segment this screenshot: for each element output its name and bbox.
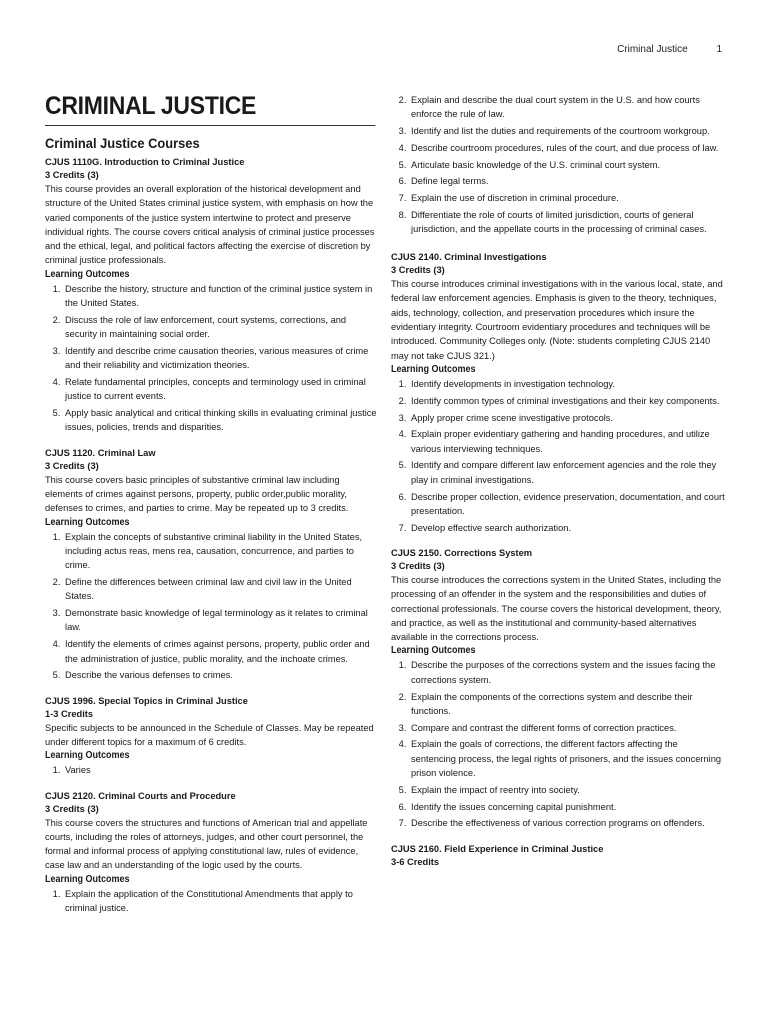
course-heading: CJUS 1110G. Introduction to Criminal Justice — [45, 157, 245, 167]
list-item: 5. Describe the various defenses to crimes. — [63, 668, 377, 682]
list-item: 3. Apply proper crime scene investigative protocols. — [409, 411, 725, 425]
list-item: 4. Describe courtroom procedures, rules of the court, and due process of law. — [409, 141, 725, 155]
learning-outcomes-heading: Learning Outcomes — [45, 516, 130, 528]
list-item: 1. Identify developments in investigation technology. — [409, 377, 725, 391]
list-item: 2. Define the differences between criminal law and civil law in the United States. — [63, 575, 377, 604]
running-title: Criminal Justice — [617, 44, 688, 55]
learning-outcomes-heading: Learning Outcomes — [45, 873, 130, 885]
learning-outcomes-heading: Learning Outcomes — [391, 645, 476, 657]
learning-outcomes-list — [45, 530, 377, 683]
course-description: This course introduces the corrections system in the United States, including the processing of an offender in the system and the responsibilities and duties of correctional professionals. The course covers the historical development, theory, and practice, as well as the institutional and community-based alternatives available in the corrections process. — [391, 574, 722, 643]
course-credits: 1-3 Credits — [45, 708, 94, 719]
course-credits: 3 Credits (3) — [391, 265, 445, 276]
course-cjus-2120 — [45, 789, 377, 916]
course-heading: CJUS 1120. Criminal Law — [45, 447, 156, 458]
list-item: 3. Compare and contrast the different forms of correction practices. — [409, 721, 725, 735]
course-cjus-1110g — [45, 155, 377, 435]
learning-outcomes-heading: Learning Outcomes — [391, 363, 476, 375]
list-item: 4. Relate fundamental principles, concepts and terminology used in criminal justice to current events. — [63, 375, 377, 404]
list-item: 4. Explain the goals of corrections, the different factors affecting the sentencing process, the legal rights of prisoners, and the issues concerning prison violence. — [409, 737, 725, 780]
list-item: 5. Explain the impact of reentry into society. — [409, 783, 725, 797]
course-cjus-2140 — [391, 250, 725, 535]
course-credits: 3 Credits (3) — [391, 560, 445, 571]
page-title: CRIMINAL JUSTICE — [45, 92, 375, 126]
course-heading: CJUS 2140. Criminal Investigations — [391, 252, 547, 263]
list-item: 2. Identify common types of criminal investigations and their key components. — [409, 394, 725, 408]
course-description: Specific subjects to be announced in the Schedule of Classes. May be repeated under different topics for a maximum of 6 credits. — [45, 722, 374, 747]
list-item: 1. Describe the history, structure and function of the criminal justice system in the United States. — [63, 282, 377, 311]
list-item: 2. Explain the components of the corrections system and describe their functions. — [409, 690, 725, 719]
course-credits: 3-6 Credits — [391, 856, 440, 867]
list-item: 5. Articulate basic knowledge of the U.S. criminal court system. — [409, 158, 725, 172]
course-credits: 3 Credits (3) — [45, 803, 99, 814]
course-heading: CJUS 1996. Special Topics in Criminal Justice — [45, 695, 248, 706]
list-item: 1. Varies — [63, 763, 377, 777]
learning-outcomes-heading: Learning Outcomes — [45, 750, 130, 762]
course-cjus-2160 — [391, 842, 725, 869]
left-column — [45, 92, 377, 926]
right-column — [391, 92, 725, 880]
list-item: 4. Explain proper evidentiary gathering and handing procedures, and utilize various interviewing techniques. — [409, 427, 725, 456]
course-description: This course introduces criminal investigations with in the various local, state, and federal law enforcement agencies. Emphasis is given to the theory, techniques, aids, technology, collection, and preservation procedures which insure the evidentiary integrity. Courtroom evidentiary procedures and techniques will be introduced. Community Colleges only. (Note: students completing CJUS 2140 may not take CJUS 321.) — [391, 279, 723, 361]
list-item: 5. Apply basic analytical and critical thinking skills in evaluating criminal justice issues, policies, trends and disparities. — [63, 406, 377, 435]
running-header — [617, 44, 722, 55]
list-item: 4. Identify the elements of crimes against persons, property, public order and the administration of justice, public morality, and the inchoate crimes. — [63, 637, 377, 666]
list-item: 2. Explain and describe the dual court system in the U.S. and how courts enforce the rule of law. — [409, 93, 725, 122]
course-cjus-1120 — [45, 446, 377, 683]
course-description: This course provides an overall exploration of the historical development and structure of the United States criminal justice system, with emphasis on how the varied components of the justice system intertwine to protect and preserve individual rights. The course covers critical analysis of criminal justice processes and the ethical, legal, and political factors affecting the exercise of discretion by criminal justice professionals. — [45, 184, 375, 266]
learning-outcomes-list — [45, 282, 377, 435]
list-item: 7. Explain the use of discretion in criminal procedure. — [409, 191, 725, 205]
page-number: 1 — [716, 44, 722, 55]
course-heading: CJUS 2160. Field Experience in Criminal Justice — [391, 843, 604, 854]
course-heading: CJUS 2150. Corrections System — [391, 547, 533, 558]
list-item: 3. Demonstrate basic knowledge of legal terminology as it relates to criminal law. — [63, 606, 377, 635]
list-item: 3. Identify and describe crime causation theories, various measures of crime and their reliability and victimization theories. — [63, 344, 377, 373]
learning-outcomes-heading: Learning Outcomes — [45, 268, 130, 280]
list-item: 1. Describe the purposes of the corrections system and the issues facing the corrections system. — [409, 658, 725, 687]
section-title: Criminal Justice Courses — [45, 135, 200, 151]
course-cjus-2150 — [391, 546, 725, 831]
list-item: 5. Identify and compare different law enforcement agencies and the role they play in criminal investigations. — [409, 458, 725, 487]
learning-outcomes-list — [45, 887, 377, 916]
learning-outcomes-list — [45, 763, 377, 777]
list-item: 2. Discuss the role of law enforcement, court systems, corrections, and security in maintaining social order. — [63, 313, 377, 342]
course-credits: 3 Credits (3) — [45, 460, 99, 471]
course-credits: 3 Credits (3) — [45, 170, 99, 180]
course-cjus-1996 — [45, 694, 377, 778]
learning-outcomes-list-continued — [391, 93, 725, 237]
list-item: 8. Differentiate the role of courts of limited jurisdiction, courts of general jurisdiction, and the appellate courts in the processing of criminal cases. — [409, 208, 725, 237]
list-item: 6. Identify the issues concerning capital punishment. — [409, 800, 725, 814]
learning-outcomes-list — [391, 377, 725, 535]
list-item: 1. Explain the application of the Constitutional Amendments that apply to criminal justice. — [63, 887, 377, 916]
course-heading: CJUS 2120. Criminal Courts and Procedure — [45, 790, 236, 801]
list-item: 1. Explain the concepts of substantive criminal liability in the United States, including actus reas, mens rea, causation, concurrence, and parties to crime. — [63, 530, 377, 573]
course-description: This course covers the structures and functions of American trial and appellate courts, including the roles of attorneys, judges, and other court personnel, the formal and informal process of applying constitutional law, rules of evidence, case law and an understanding of the logic used by the courts. — [45, 817, 368, 871]
learning-outcomes-list — [391, 658, 725, 830]
list-item: 3. Identify and list the duties and requirements of the courtroom workgroup. — [409, 124, 725, 138]
list-item: 7. Develop effective search authorization. — [409, 521, 725, 535]
course-description: This course covers basic principles of substantive criminal law including elements of crimes against persons, property, public order,public morality, defenses to crimes, and parties to crime. May be repeated up to 3 credits. — [45, 474, 349, 514]
list-item: 6. Describe proper collection, evidence preservation, documentation, and court presentation. — [409, 490, 725, 519]
list-item: 7. Describe the effectiveness of various correction programs on offenders. — [409, 816, 725, 830]
list-item: 6. Define legal terms. — [409, 174, 725, 188]
